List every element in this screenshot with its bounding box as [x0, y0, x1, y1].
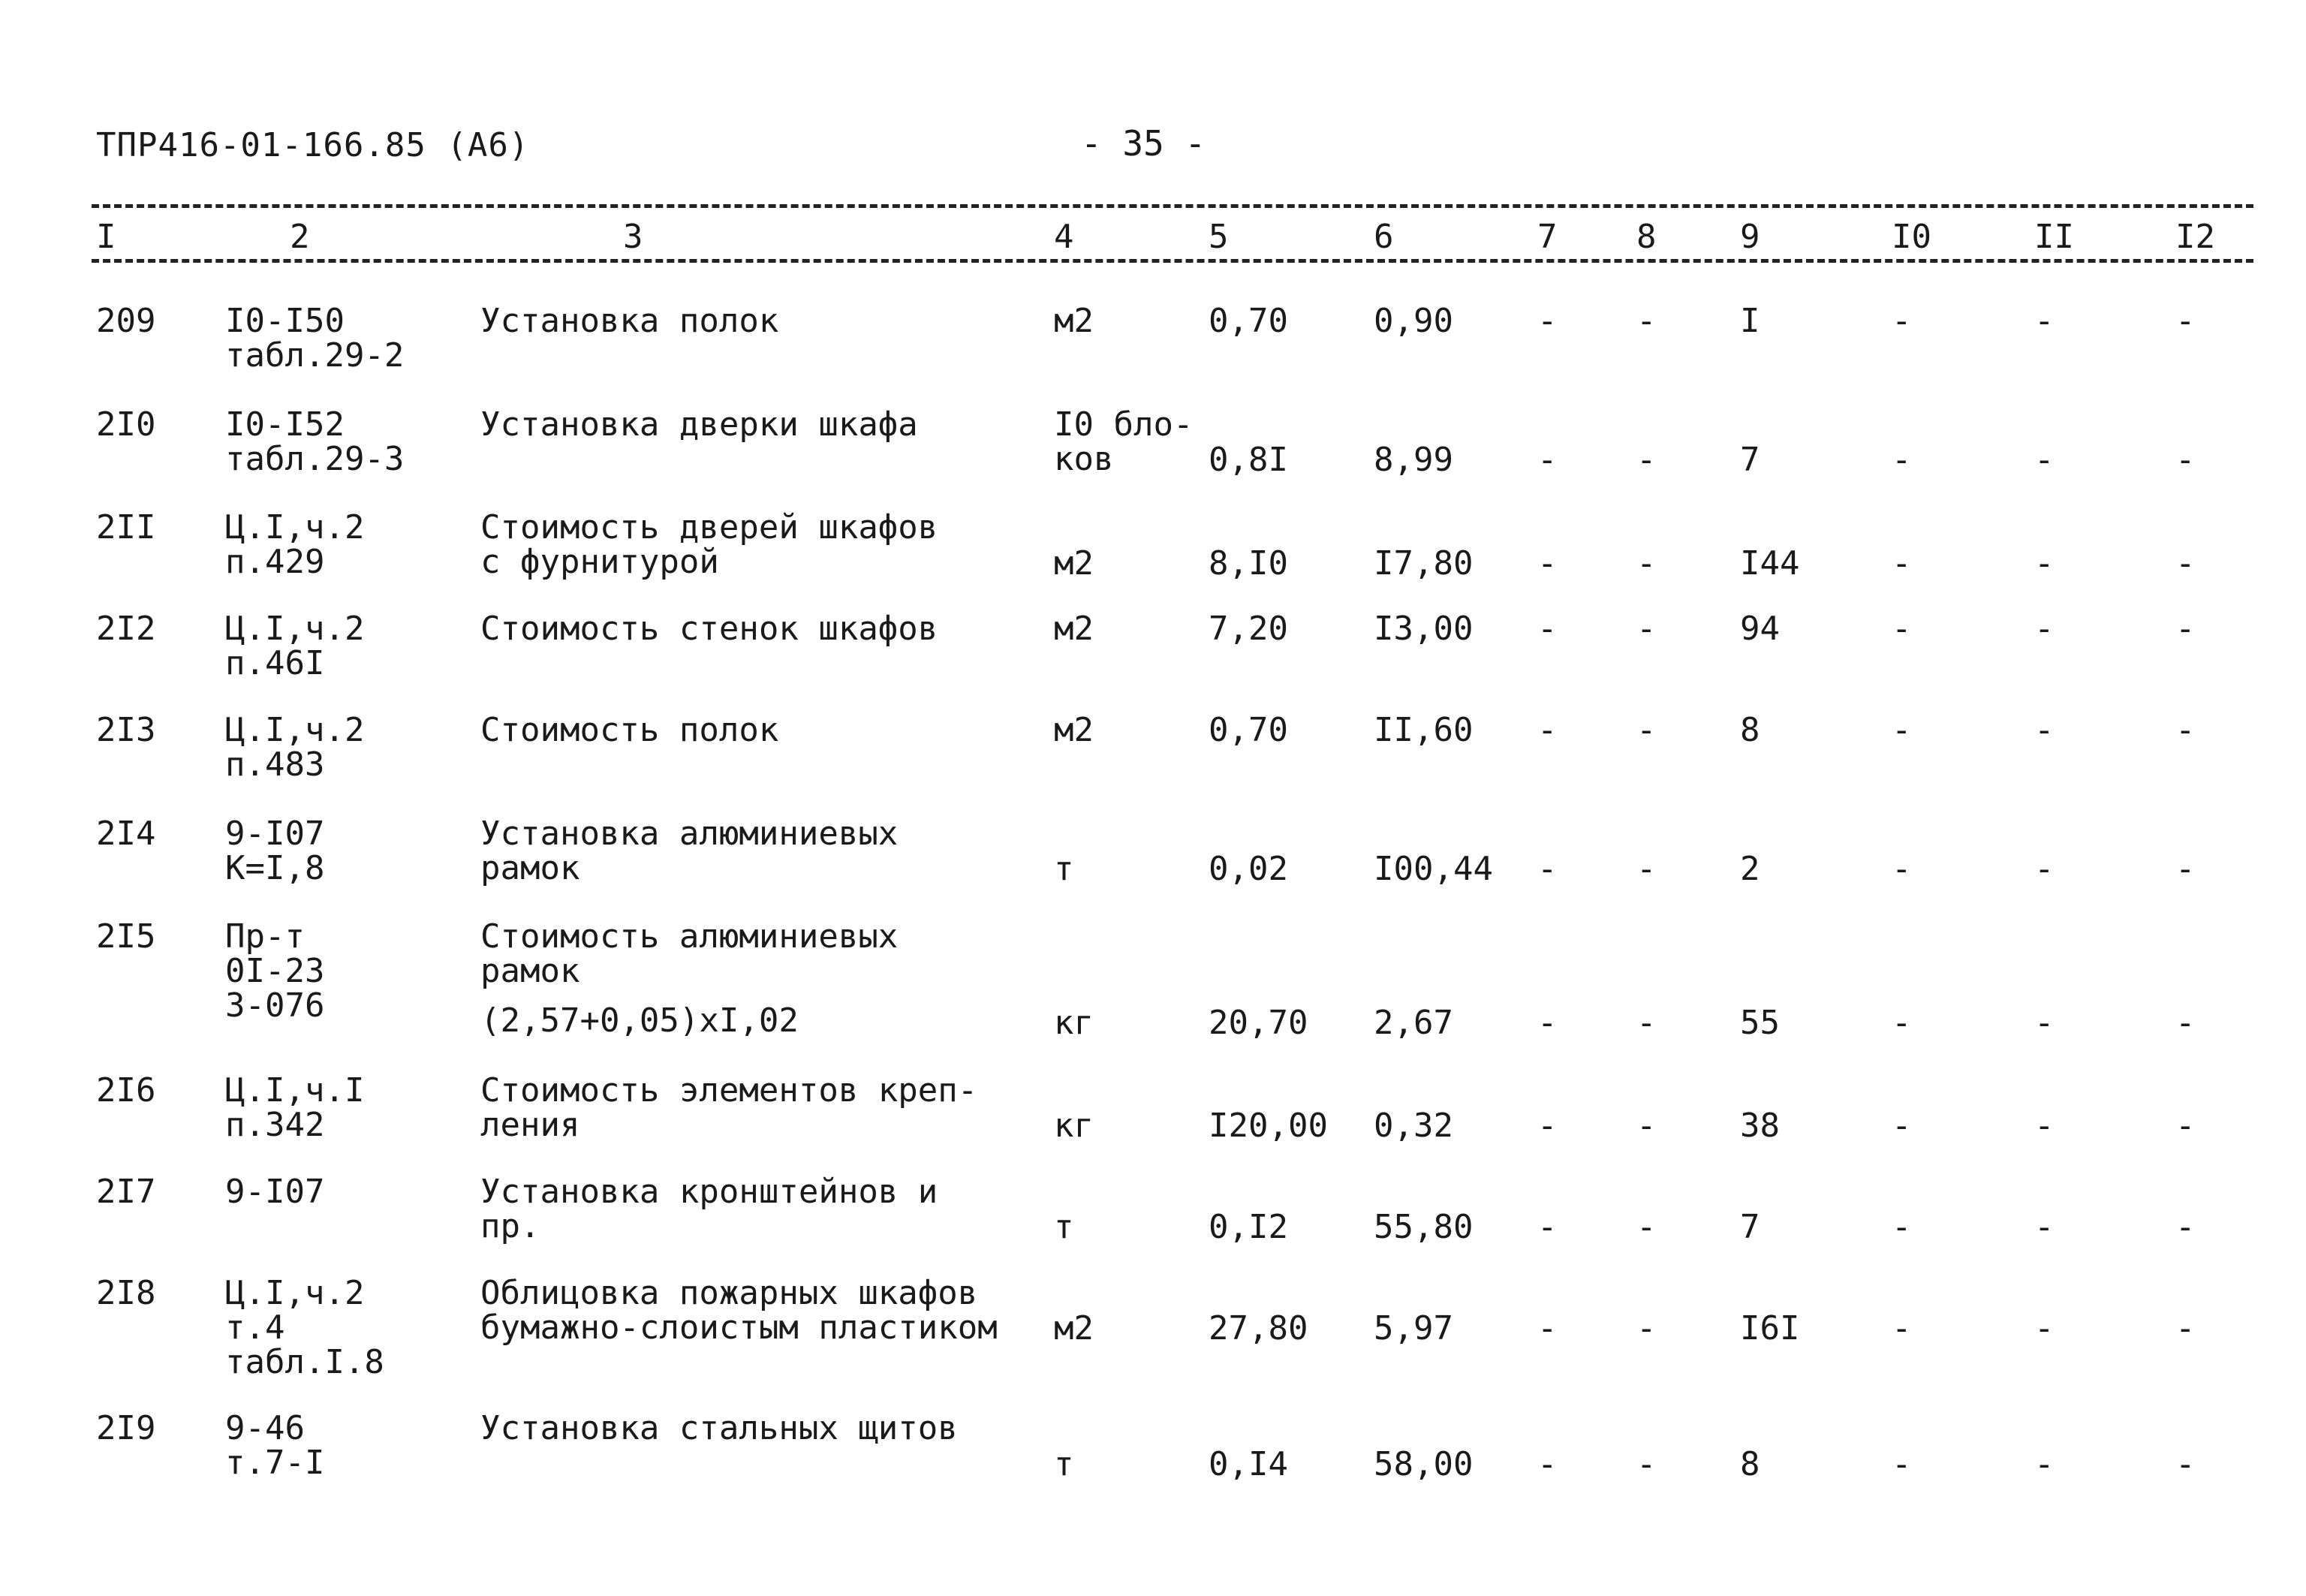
cell-c6: 0,32 — [1374, 1107, 1453, 1145]
cell-c7: - — [1537, 544, 1558, 583]
cell-c11: - — [2034, 850, 2055, 888]
column-header-4: 4 — [1054, 218, 1074, 256]
cell-c9: 7 — [1740, 441, 1760, 479]
column-header-11: II — [2034, 218, 2074, 256]
unit-of-measure: т — [1054, 850, 1074, 888]
cell-c11: - — [2034, 302, 2055, 340]
header-top-rule — [92, 204, 2253, 208]
cell-c5: 0,70 — [1209, 711, 1288, 749]
cell-c7: - — [1537, 1309, 1558, 1348]
cell-c9: 94 — [1740, 610, 1780, 648]
cell-c5: 0,I2 — [1209, 1208, 1288, 1246]
cell-c5: 0,8I — [1209, 441, 1288, 479]
cell-c5: I20,00 — [1209, 1107, 1328, 1145]
cell-c10: - — [1892, 610, 1912, 648]
cell-c9: I6I — [1740, 1309, 1800, 1348]
cell-c7: - — [1537, 1208, 1558, 1246]
cell-c8: - — [1636, 850, 1657, 888]
cell-c12: - — [2175, 1107, 2196, 1145]
cell-c8: - — [1636, 1107, 1657, 1145]
cell-c12: - — [2175, 1445, 2196, 1483]
norm-reference: Ц.I,ч.I — [225, 1071, 365, 1110]
cell-c6: 58,00 — [1374, 1445, 1474, 1483]
norm-reference: I0-I52 — [225, 405, 345, 444]
work-description: пр. — [480, 1207, 540, 1245]
unit-of-measure: кг — [1054, 1107, 1094, 1145]
unit-of-measure: I0 бло- — [1054, 405, 1194, 444]
norm-reference: I0-I50 — [225, 302, 345, 340]
norm-reference: 9-I07 — [225, 815, 325, 853]
cell-c12: - — [2175, 1309, 2196, 1348]
unit-of-measure: т — [1054, 1208, 1074, 1246]
norm-reference: К=I,8 — [225, 849, 325, 887]
cell-c9: 38 — [1740, 1107, 1780, 1145]
cell-c11: - — [2034, 441, 2055, 479]
cell-c9: 7 — [1740, 1208, 1760, 1246]
cell-c12: - — [2175, 302, 2196, 340]
cell-c10: - — [1892, 711, 1912, 749]
cell-c10: - — [1892, 1309, 1912, 1348]
work-description: Установка стальных щитов — [480, 1409, 958, 1447]
cell-c12: - — [2175, 1004, 2196, 1042]
cell-c9: 2 — [1740, 850, 1760, 888]
work-description: Установка кронштейнов и — [480, 1173, 938, 1211]
cell-c9: I44 — [1740, 544, 1800, 583]
norm-reference: п.429 — [225, 543, 325, 581]
cell-c10: - — [1892, 1004, 1912, 1042]
cell-c12: - — [2175, 850, 2196, 888]
row-number: 2I3 — [96, 711, 156, 749]
unit-of-measure: т — [1054, 1445, 1074, 1483]
norm-reference: п.342 — [225, 1106, 325, 1144]
cell-c11: - — [2034, 610, 2055, 648]
cell-c8: - — [1636, 1309, 1657, 1348]
work-description: Стоимость полок — [480, 711, 779, 749]
column-header-6: 6 — [1374, 218, 1394, 256]
work-description: (2,57+0,05)хI,02 — [480, 1001, 799, 1040]
row-number: 2I0 — [96, 405, 156, 444]
column-header-12: I2 — [2175, 218, 2215, 256]
unit-of-measure: м2 — [1054, 544, 1094, 583]
cell-c6: 55,80 — [1374, 1208, 1474, 1246]
cell-c5: 7,20 — [1209, 610, 1288, 648]
row-number: 2I5 — [96, 917, 156, 956]
norm-reference: Ц.I,ч.2 — [225, 610, 365, 648]
column-header-10: I0 — [1892, 218, 1931, 256]
row-number: 209 — [96, 302, 156, 340]
header-bottom-rule — [92, 259, 2253, 263]
cell-c12: - — [2175, 1208, 2196, 1246]
cell-c7: - — [1537, 1445, 1558, 1483]
document-code: ТПР416-01-166.85 (А6) — [96, 126, 530, 164]
row-number: 2II — [96, 508, 156, 547]
cell-c12: - — [2175, 441, 2196, 479]
work-description: Стоимость алюминиевых — [480, 917, 899, 956]
cell-c8: - — [1636, 302, 1657, 340]
norm-reference: Пр-т — [225, 917, 305, 956]
cell-c5: 0,70 — [1209, 302, 1288, 340]
norm-reference: 9-46 — [225, 1409, 305, 1447]
cell-c11: - — [2034, 1208, 2055, 1246]
work-description: Установка дверки шкафа — [480, 405, 918, 444]
cell-c8: - — [1636, 441, 1657, 479]
norm-reference: табл.29-3 — [225, 440, 405, 478]
cell-c9: 8 — [1740, 711, 1760, 749]
work-description: ления — [480, 1106, 580, 1144]
cell-c11: - — [2034, 711, 2055, 749]
norm-reference: п.46I — [225, 644, 325, 682]
work-description: Стоимость дверей шкафов — [480, 508, 938, 547]
cell-c9: 8 — [1740, 1445, 1760, 1483]
norm-reference: Ц.I,ч.2 — [225, 1274, 365, 1312]
norm-reference: Ц.I,ч.2 — [225, 711, 365, 749]
cell-c10: - — [1892, 1107, 1912, 1145]
work-description: бумажно-слоистым пластиком — [480, 1308, 998, 1347]
norm-reference: табл.I.8 — [225, 1343, 384, 1381]
cell-c7: - — [1537, 711, 1558, 749]
cell-c12: - — [2175, 610, 2196, 648]
column-header-3: 3 — [623, 218, 643, 256]
cell-c11: - — [2034, 1004, 2055, 1042]
column-header-8: 8 — [1636, 218, 1657, 256]
cell-c12: - — [2175, 711, 2196, 749]
work-description: Стоимость стенок шкафов — [480, 610, 938, 648]
cell-c7: - — [1537, 302, 1558, 340]
cell-c5: 0,02 — [1209, 850, 1288, 888]
cell-c6: II,60 — [1374, 711, 1474, 749]
cell-c8: - — [1636, 1208, 1657, 1246]
cell-c7: - — [1537, 1107, 1558, 1145]
cell-c10: - — [1892, 441, 1912, 479]
cell-c7: - — [1537, 850, 1558, 888]
cell-c6: 0,90 — [1374, 302, 1453, 340]
row-number: 2I4 — [96, 815, 156, 853]
cell-c11: - — [2034, 1445, 2055, 1483]
cell-c8: - — [1636, 610, 1657, 648]
row-number: 2I6 — [96, 1071, 156, 1110]
work-description: рамок — [480, 849, 580, 887]
row-number: 2I2 — [96, 610, 156, 648]
cell-c11: - — [2034, 1309, 2055, 1348]
column-header-5: 5 — [1209, 218, 1229, 256]
unit-of-measure: м2 — [1054, 711, 1094, 749]
page-number: - 35 - — [1081, 123, 1206, 164]
cell-c10: - — [1892, 302, 1912, 340]
cell-c10: - — [1892, 850, 1912, 888]
column-header-9: 9 — [1740, 218, 1760, 256]
cell-c8: - — [1636, 711, 1657, 749]
cell-c12: - — [2175, 544, 2196, 583]
cell-c7: - — [1537, 610, 1558, 648]
norm-reference: табл.29-2 — [225, 336, 405, 375]
work-description: Облицовка пожарных шкафов — [480, 1274, 978, 1312]
cell-c9: 55 — [1740, 1004, 1780, 1042]
unit-of-measure: м2 — [1054, 302, 1094, 340]
cell-c8: - — [1636, 1004, 1657, 1042]
cell-c8: - — [1636, 1445, 1657, 1483]
cell-c5: 20,70 — [1209, 1004, 1308, 1042]
norm-reference: Ц.I,ч.2 — [225, 508, 365, 547]
cell-c6: 5,97 — [1374, 1309, 1453, 1348]
cell-c7: - — [1537, 441, 1558, 479]
cell-c10: - — [1892, 1445, 1912, 1483]
norm-reference: 9-I07 — [225, 1173, 325, 1211]
unit-of-measure: кг — [1054, 1004, 1094, 1042]
work-description: Установка алюминиевых — [480, 815, 899, 853]
cell-c5: 27,80 — [1209, 1309, 1308, 1348]
cell-c5: 8,I0 — [1209, 544, 1288, 583]
work-description: Стоимость элементов креп- — [480, 1071, 978, 1110]
column-header-2: 2 — [290, 218, 310, 256]
norm-reference: 0I-23 — [225, 952, 325, 990]
cell-c7: - — [1537, 1004, 1558, 1042]
cell-c6: I7,80 — [1374, 544, 1474, 583]
norm-reference: 3-076 — [225, 986, 325, 1025]
cell-c8: - — [1636, 544, 1657, 583]
cell-c6: I3,00 — [1374, 610, 1474, 648]
unit-of-measure: м2 — [1054, 610, 1094, 648]
cell-c11: - — [2034, 544, 2055, 583]
row-number: 2I7 — [96, 1173, 156, 1211]
cell-c6: 8,99 — [1374, 441, 1453, 479]
work-description: рамок — [480, 952, 580, 990]
cell-c10: - — [1892, 544, 1912, 583]
unit-of-measure: ков — [1054, 440, 1114, 478]
column-header-1: I — [96, 218, 116, 256]
row-number: 2I8 — [96, 1274, 156, 1312]
cell-c10: - — [1892, 1208, 1912, 1246]
cell-c5: 0,I4 — [1209, 1445, 1288, 1483]
unit-of-measure: м2 — [1054, 1309, 1094, 1348]
work-description: с фурнитурой — [480, 543, 719, 581]
cell-c9: I — [1740, 302, 1760, 340]
row-number: 2I9 — [96, 1409, 156, 1447]
work-description: Установка полок — [480, 302, 779, 340]
cell-c6: 2,67 — [1374, 1004, 1453, 1042]
cell-c6: I00,44 — [1374, 850, 1493, 888]
cell-c11: - — [2034, 1107, 2055, 1145]
norm-reference: т.7-I — [225, 1444, 325, 1482]
norm-reference: п.483 — [225, 745, 325, 784]
column-header-7: 7 — [1537, 218, 1558, 256]
norm-reference: т.4 — [225, 1308, 285, 1347]
